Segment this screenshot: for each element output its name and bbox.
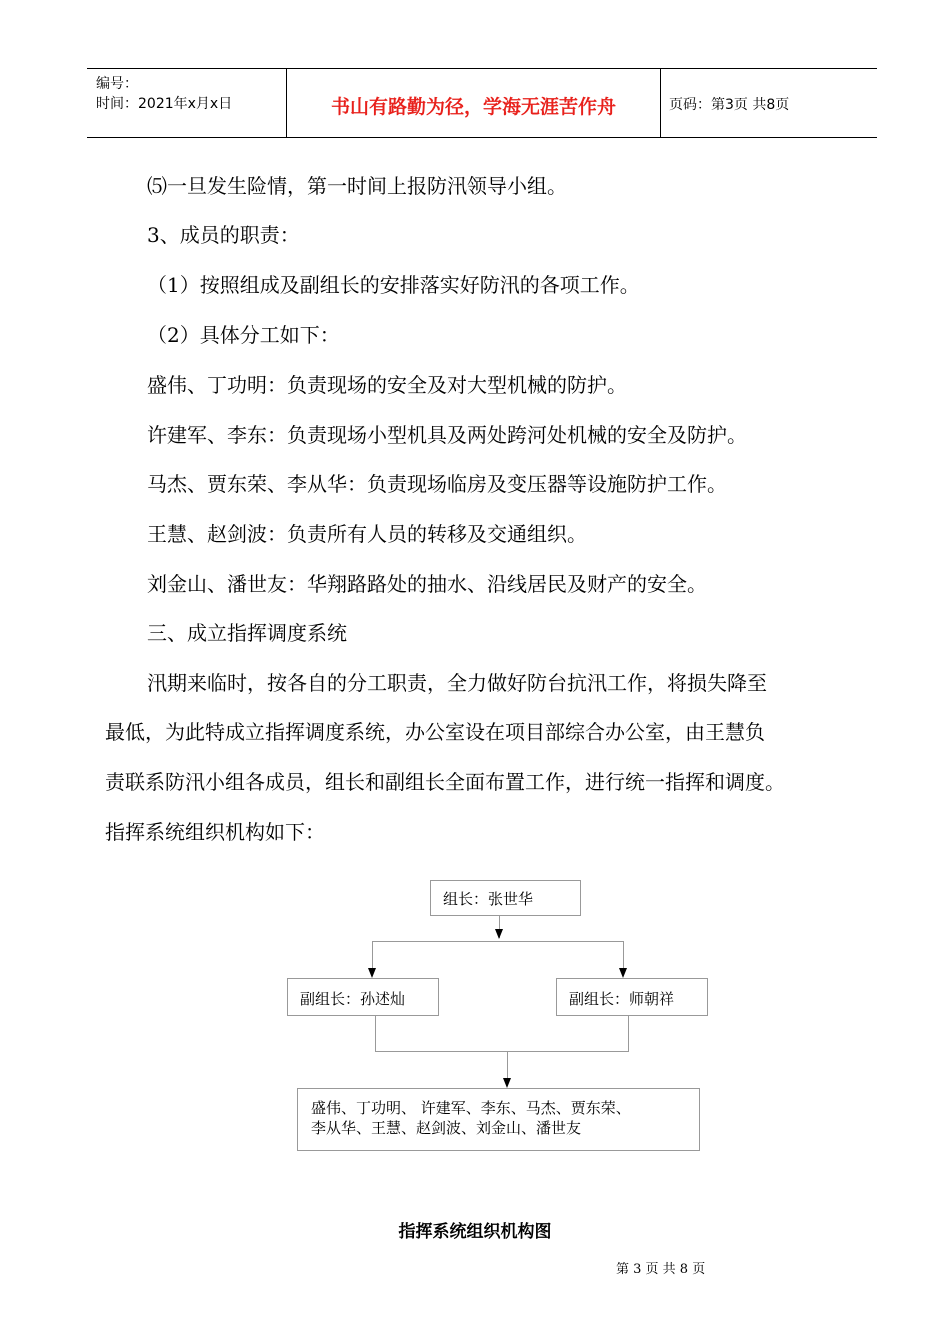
header-page-cell [661,69,877,137]
body-line: 许建军、李东：负责现场小型机具及两处跨河处机械的安全及防护。 [147,423,747,447]
deputy-left-box [287,978,439,1016]
paragraph-line: 指挥系统组织机构如下： [105,820,325,844]
connector-line [372,941,624,942]
connector-line [372,941,373,971]
header-motto-cell [287,69,661,137]
connector-line [375,1051,629,1052]
paragraph-line: 最低，为此特成立指挥调度系统，办公室设在项目部综合办公室，由王慧负 [105,720,765,744]
chart-caption: 指挥系统组织机构图 [398,1222,552,1242]
leader-box [430,880,581,916]
deputy-right-label: 副组长：师朝祥 [569,990,675,1008]
connector-line [628,1016,629,1052]
doc-number-label: 编号： [96,76,138,92]
deputy-right-box [556,978,708,1016]
page-header [87,68,877,138]
header-meta-cell [87,69,287,137]
page-footer: 第 3 页 共 8 页 [616,1262,706,1277]
members-line: 李从华、王慧、赵剑波、刘金山、潘世友 [311,1119,582,1137]
body-line: （2）具体分工如下： [147,323,340,347]
connector-line [375,1016,376,1052]
paragraph-line: 汛期来临时，按各自的分工职责，全力做好防台抗汛工作，将损失降至 [147,671,767,695]
deputy-left-label: 副组长：孙述灿 [300,990,406,1008]
connector-line [507,1051,508,1081]
members-line: 盛伟、丁功明、 许建军、李东、马杰、贾东荣、 [311,1099,631,1117]
arrow-down-icon [495,929,503,939]
arrow-down-icon [619,968,627,978]
connector-line [623,941,624,971]
body-line: 3、成员的职责： [147,223,300,247]
section-heading: 三、成立指挥调度系统 [147,621,347,645]
body-line: 盛伟、丁功明：负责现场的安全及对大型机械的防护。 [147,373,627,397]
members-box [297,1088,700,1151]
arrow-down-icon [503,1078,511,1088]
paragraph-line: 责联系防汛小组各成员，组长和副组长全面布置工作，进行统一指挥和调度。 [105,770,785,794]
body-line: 马杰、贾东荣、李从华：负责现场临房及变压器等设施防护工作。 [147,472,727,496]
doc-time-label: 时间：2021年x月x日 [96,96,233,112]
arrow-down-icon [368,968,376,978]
header-motto: 书山有路勤为径，学海无涯苦作舟 [330,96,616,118]
body-line: （1）按照组成及副组长的安排落实好防汛的各项工作。 [147,273,640,297]
body-line: 王慧、赵剑波：负责所有人员的转移及交通组织。 [147,522,587,546]
body-line: ⑸一旦发生险情，第一时间上报防汛领导小组。 [147,174,567,198]
leader-label: 组长：张世华 [443,890,534,908]
header-page-label: 页码：第3页 共8页 [669,97,790,113]
body-line: 刘金山、潘世友：华翔路路处的抽水、沿线居民及财产的安全。 [147,572,707,596]
